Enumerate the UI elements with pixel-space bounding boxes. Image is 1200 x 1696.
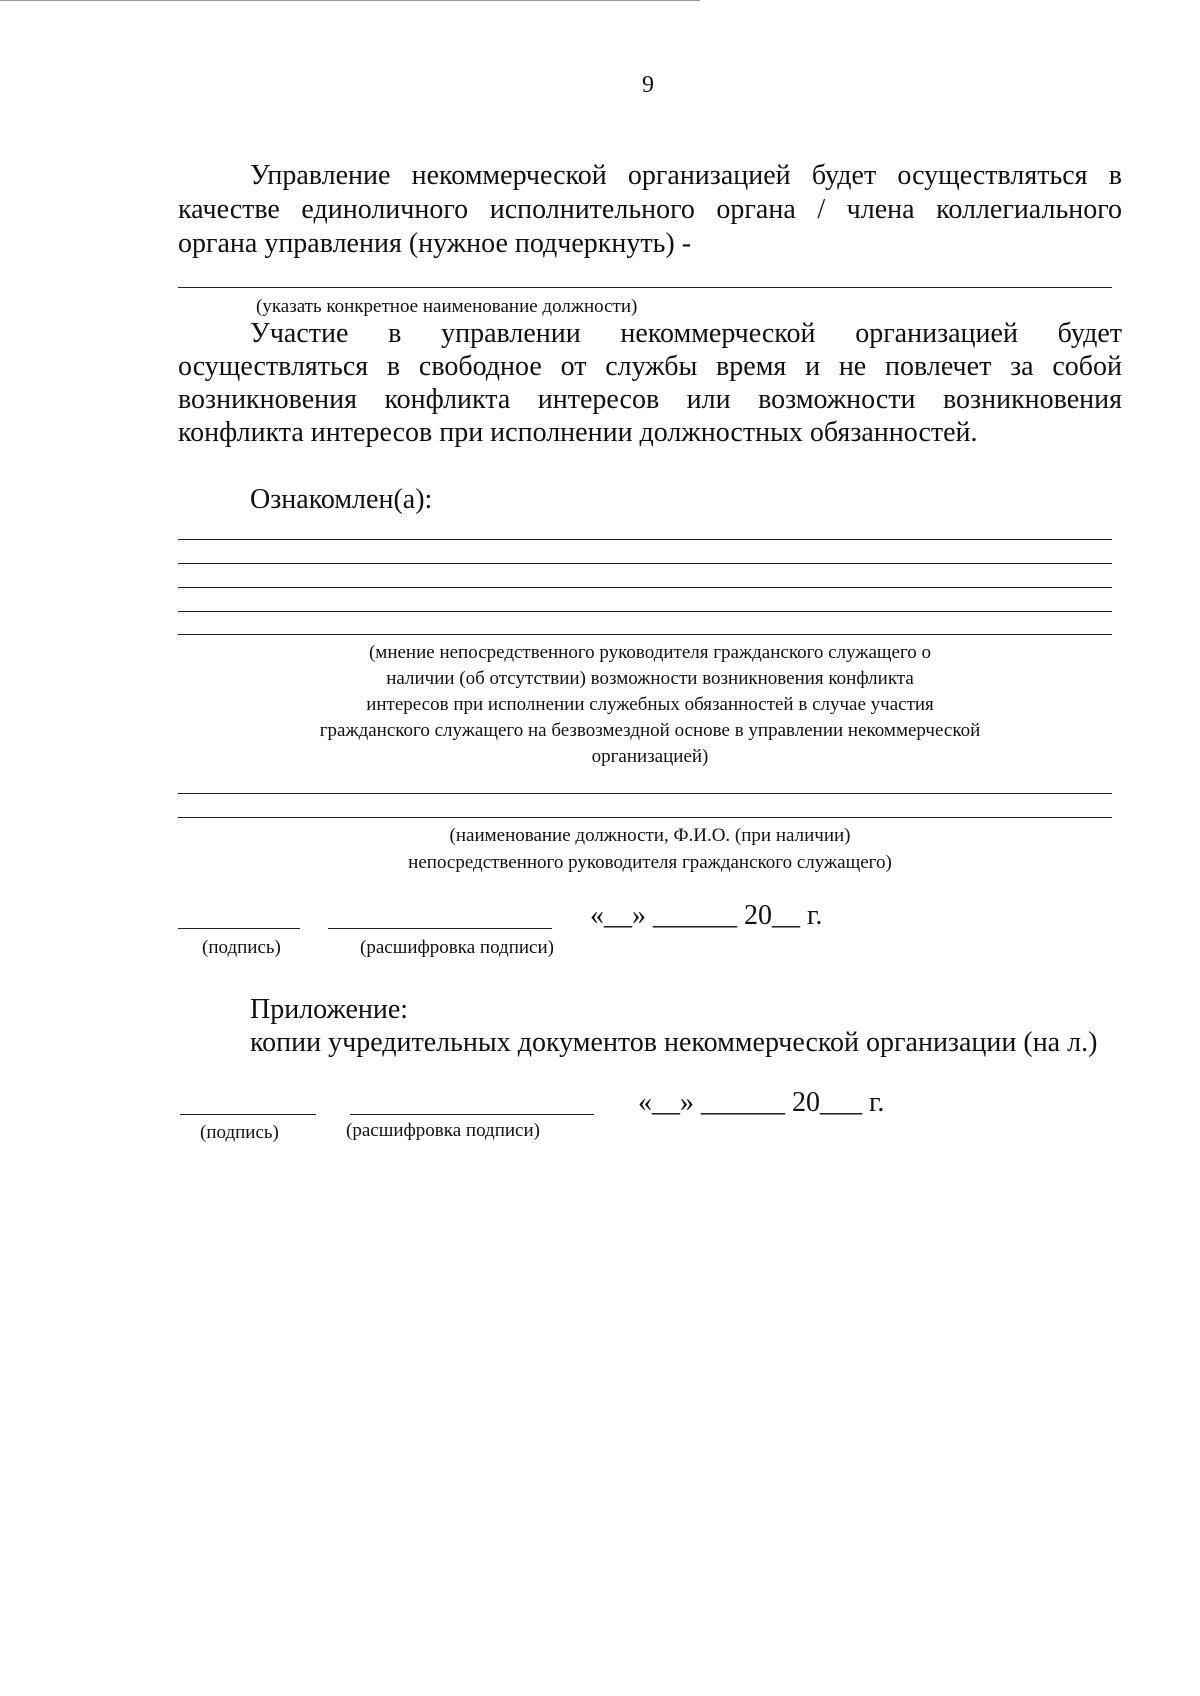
participation-line-3: возникновения конфликта интересов или возможности возникновения: [178, 384, 1122, 415]
opinion-line-2[interactable]: [178, 563, 1112, 564]
opinion-line-4[interactable]: [178, 611, 1112, 612]
opinion-line-5[interactable]: [178, 634, 1112, 635]
opinion-line-1[interactable]: [178, 539, 1112, 540]
supervisor-line-1[interactable]: [178, 793, 1112, 794]
decoding-label-1: (расшифровка подписи): [360, 937, 554, 958]
decoding-line-1[interactable]: [328, 928, 552, 929]
participation-line-4: конфликта интересов при исполнении должностных обязанностей.: [178, 417, 978, 448]
acquainted-label: Ознакомлен(а):: [250, 484, 433, 515]
date-1: «__» ______ 20__ г.: [590, 900, 823, 931]
opinion-caption-line-4: гражданского служащего на безвозмездной основе в управлении некоммерческой: [319, 720, 981, 741]
decoding-label-2: (расшифровка подписи): [346, 1120, 540, 1141]
opinion-caption-line-5: организацией): [591, 746, 709, 767]
appendix-text: копии учредительных документов некоммерческой организации (на л.): [250, 1027, 1098, 1058]
management-line-2: качестве единоличного исполнительного органа / члена коллегиального: [178, 194, 1122, 225]
scan-top-edge: [0, 0, 700, 1]
position-blank-line[interactable]: [178, 287, 1112, 288]
supervisor-caption-line-2: непосредственного руководителя гражданского служащего): [408, 852, 892, 873]
participation-line-2: осуществляться в свободное от службы время и не повлечет за собой: [178, 351, 1122, 382]
opinion-line-3[interactable]: [178, 587, 1112, 588]
opinion-caption-line-1: (мнение непосредственного руководителя гражданского служащего о: [368, 642, 932, 663]
signature-label-2: (подпись): [200, 1122, 279, 1143]
opinion-caption: [178, 640, 1122, 770]
supervisor-caption: [178, 822, 1122, 876]
signature-line-1[interactable]: [178, 928, 300, 929]
opinion-caption-line-2: наличии (об отсутствии) возможности возникновения конфликта: [386, 668, 914, 689]
page-number: 9: [642, 72, 654, 98]
opinion-caption-line-3: интересов при исполнении служебных обязанностей в случае участия: [366, 694, 934, 715]
supervisor-caption-line-1: (наименование должности, Ф.И.О. (при наличии): [449, 825, 851, 846]
management-line-3: органа управления (нужное подчеркнуть) -: [178, 228, 692, 259]
appendix-title: Приложение:: [250, 994, 409, 1025]
supervisor-line-2[interactable]: [178, 817, 1112, 818]
decoding-line-2[interactable]: [350, 1114, 594, 1115]
signature-label-1: (подпись): [202, 937, 281, 958]
participation-line-1: Участие в управлении некоммерческой организацией будет: [250, 318, 1122, 349]
signature-line-2[interactable]: [180, 1114, 316, 1115]
management-line-1: Управление некоммерческой организацией будет осуществляться в: [250, 160, 1122, 191]
position-caption: (указать конкретное наименование должности): [256, 296, 638, 317]
date-2: «__» ______ 20___ г.: [638, 1087, 885, 1118]
